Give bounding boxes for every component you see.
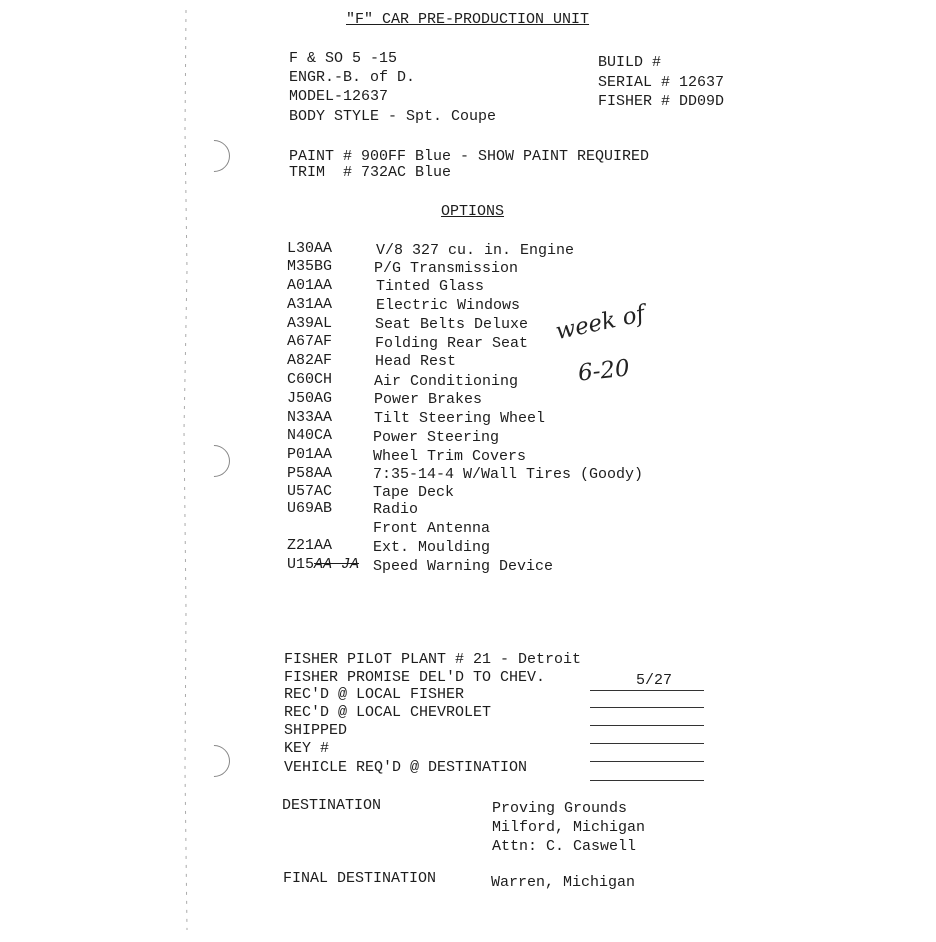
- final-destination-label: FINAL DESTINATION: [283, 870, 437, 887]
- entry-line: [590, 743, 704, 744]
- option-desc: 7:35-14-4 W/Wall Tires (Goody): [373, 466, 644, 483]
- model-number: MODEL-12637: [289, 88, 389, 105]
- option-desc: Air Conditioning: [374, 373, 519, 390]
- option-code: A39AL: [287, 315, 333, 332]
- option-code: A31AA: [287, 296, 333, 313]
- shipping-label: REC'D @ LOCAL FISHER: [284, 686, 465, 703]
- option-desc: P/G Transmission: [374, 260, 519, 277]
- entry-line: [590, 780, 704, 781]
- shipping-label: REC'D @ LOCAL CHEVROLET: [284, 704, 492, 721]
- destination-line: Proving Grounds: [492, 800, 628, 817]
- option-code: P58AA: [287, 465, 333, 482]
- option-desc: Ext. Moulding: [373, 539, 491, 556]
- binder-hole-middle: [191, 438, 236, 483]
- entry-line: [590, 690, 704, 691]
- option-desc: Tinted Glass: [376, 278, 485, 295]
- trim-line: TRIM # 732AC Blue: [289, 164, 452, 181]
- shipping-value: 5/27: [636, 672, 673, 689]
- entry-line: [590, 761, 704, 762]
- option-desc: Power Steering: [373, 429, 500, 446]
- engineering-ref: ENGR.-B. of D.: [289, 69, 416, 86]
- destination-line: Attn: C. Caswell: [492, 838, 637, 855]
- option-desc: Power Brakes: [374, 391, 483, 408]
- option-desc: Speed Warning Device: [373, 558, 554, 575]
- option-code: P01AA: [287, 446, 333, 463]
- option-desc: Tilt Steering Wheel: [374, 410, 546, 427]
- destination-label: DESTINATION: [282, 797, 382, 814]
- option-desc: Radio: [373, 501, 419, 518]
- fisher-number: FISHER # DD09D: [598, 93, 725, 110]
- order-ref: F & SO 5 -15: [289, 50, 398, 67]
- options-heading: OPTIONS: [441, 203, 505, 220]
- entry-line: [590, 725, 704, 726]
- paint-line: PAINT # 900FF Blue - SHOW PAINT REQUIRED: [289, 148, 650, 165]
- option-desc: V/8 327 cu. in. Engine: [376, 242, 575, 259]
- option-code: U15: [287, 556, 315, 573]
- serial-number: SERIAL # 12637: [598, 74, 725, 91]
- option-desc: Electric Windows: [376, 297, 521, 314]
- option-code: U57AC: [287, 483, 333, 500]
- final-destination-value: Warren, Michigan: [491, 874, 636, 891]
- option-code: M35BG: [287, 258, 333, 275]
- shipping-label: FISHER PROMISE DEL'D TO CHEV.: [284, 669, 546, 686]
- option-code: C60CH: [287, 371, 333, 388]
- handwritten-code-correction: AA JA: [314, 556, 360, 573]
- build-number: BUILD #: [598, 54, 662, 71]
- option-code: A82AF: [287, 352, 333, 369]
- handwritten-note-line-2: 6-20: [576, 355, 631, 387]
- body-style: BODY STYLE - Spt. Coupe: [289, 108, 497, 125]
- option-desc: Folding Rear Seat: [375, 335, 529, 352]
- shipping-label: FISHER PILOT PLANT # 21 - Detroit: [284, 651, 582, 668]
- option-code: L30AA: [287, 240, 333, 257]
- option-code: N33AA: [287, 409, 333, 426]
- page-edge-noise: [180, 10, 192, 930]
- shipping-label: VEHICLE REQ'D @ DESTINATION: [284, 759, 528, 776]
- option-desc: Wheel Trim Covers: [373, 448, 527, 465]
- option-code: Z21AA: [287, 537, 333, 554]
- shipping-label: KEY #: [284, 740, 330, 757]
- binder-hole-top: [191, 133, 236, 178]
- option-code: N40CA: [287, 427, 333, 444]
- option-code: A67AF: [287, 333, 333, 350]
- option-desc: Front Antenna: [373, 520, 491, 537]
- handwritten-note-line-1: week of: [553, 300, 648, 346]
- option-desc: Seat Belts Deluxe: [375, 316, 529, 333]
- option-desc: Head Rest: [375, 353, 457, 370]
- page-title: "F" CAR PRE-PRODUCTION UNIT: [346, 11, 590, 28]
- shipping-label: SHIPPED: [284, 722, 348, 739]
- destination-line: Milford, Michigan: [492, 819, 646, 836]
- binder-hole-bottom: [191, 738, 236, 783]
- option-code: A01AA: [287, 277, 333, 294]
- option-desc: Tape Deck: [373, 484, 455, 501]
- option-code: J50AG: [287, 390, 333, 407]
- entry-line: [590, 707, 704, 708]
- option-code: U69AB: [287, 500, 333, 517]
